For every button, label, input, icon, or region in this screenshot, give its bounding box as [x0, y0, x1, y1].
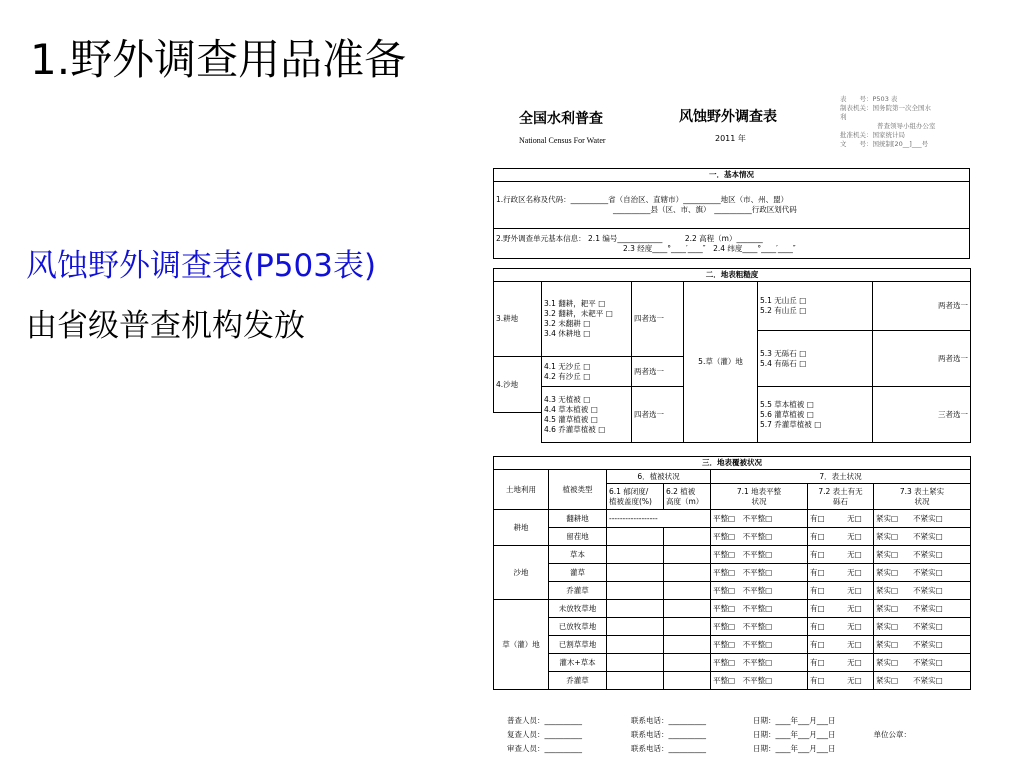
table-row: 灌草 平整□ 不平整□ 有□ 无□ 紧实□ 不紧实□ [494, 564, 971, 582]
table-row: 留茬地 平整□ 不平整□ 有□ 无□ 紧实□ 不紧实□ [494, 528, 971, 546]
admin-region-row: 1.行政区名称及代码：__________省（自治区、直辖市）__________地区（市、州、盟） __________县（区、市、旗） __________行政区划代码 [494, 182, 970, 229]
slide-title: 1.野外调查用品准备 [30, 35, 407, 84]
form-year: 2011 年 [715, 134, 746, 143]
table-row: 已放牧草地 平整□ 不平整□ 有□ 无□ 紧实□ 不紧实□ [494, 618, 971, 636]
table-row: 草（灌）地 未放牧草地 平整□ 不平整□ 有□ 无□ 紧实□ 不紧实□ [494, 600, 971, 618]
section-title: 一．基本情况 [494, 169, 970, 182]
cover-table: 三．地表覆被状况 土地利用 植被类型 6．植被状况 7．表土状况 6.1 郁闭度/ 植被盖度(%) 6.2 植被 高度（m） 7.1 地表平整 状况 7.2 表土有无 砾石 7.3 表土紧实 状况 耕地 翻耕地 ------------------ 平整□ 不平整□ 有□ 无□ 紧实□ 不紧实□ 留茬地 平整□ 不平整□ 有□ 无□ 紧实□ 不紧实□ 沙地 草本 平整□ 不平整□ 有□ 无□ 紧实□ 不紧实□ 灌草 平整□ 不平整□ 有□ 无□ 紧实□ 不紧实□ 乔灌草 平整□ 不平整□ 有□ 无□ 紧实□ 不紧实□ 草（灌）地 未放牧草地 平整□ 不平整□ 有□ 无□ 紧实□ 不紧实□ 已放牧草地 平整□ 不平整□ 有□ 无□ 紧实□ 不紧实□ 已割草草地 平整□ 不平整□ 有□ 无□ 紧实□ 不紧实□ 灌木+草本 平整□ 不平整□ 有□ 无□ 紧实□ 不紧实□ 乔灌草 平整□ 不平整□ 有□ 无□ 紧实□ 不紧实□ [493, 456, 971, 690]
form-org-english: National Census For Water [519, 136, 606, 145]
table-row: 乔灌草 平整□ 不平整□ 有□ 无□ 紧实□ 不紧实□ [494, 582, 971, 600]
roughness-table: 二．地表粗糙度 3.耕地 3.1 翻耕，耙平 □ 3.2 翻耕，未耙平 □ 3.2 未翻耕 □ 3.4 休耕地 □ 四者选一 5.草（灌）地 5.1 无山丘 □ 5.2 有山丘 □ 两者选一 5.3 无砾石 □ 5.4 有砾石 □ 两者选一 4.沙地 4.1 无沙丘 □ 4.2 有沙丘 □ 两者选一 4.3 无植被 □ 4.4 草本植被 □ 4.5 灌草植被 □ 4.6 乔灌草植被 □ 四者选一 5.5 草本植被 □ 5.6 灌草植被 □ 5.7 乔灌草植被 □ 三者选一 [493, 268, 971, 443]
form-title: 风蚀野外调查表 [679, 109, 777, 125]
form-org-name: 全国水利普查 [519, 111, 603, 127]
signature-block: 普查人员：__________ 联系电话：__________ 日期：____年___月___日 复查人员：__________ 联系电话：__________ 日期：____年___月___日 单位公章： 审查人员：__________ 联系电话：__________ 日期：____年___月___日 [507, 716, 911, 753]
table-row: 沙地 草本 平整□ 不平整□ 有□ 无□ 紧实□ 不紧实□ [494, 546, 971, 564]
table-row: 灌木+草本 平整□ 不平整□ 有□ 无□ 紧实□ 不紧实□ [494, 654, 971, 672]
issuer-text: 由省级普查机构发放 [26, 308, 305, 344]
table-row: 耕地 翻耕地 ------------------ 平整□ 不平整□ 有□ 无□ 紧实□ 不紧实□ [494, 510, 971, 528]
form-name-text: 风蚀野外调查表(P503表) [26, 248, 377, 284]
form-meta: 表 号：P503 表 制表机关：国务院第一次全国水 利 普查领导小组办公室 批准机关：国家统计局 文 号：国统制[20__]___号 [840, 95, 936, 148]
unit-info-row: 2.野外调查单元基本信息： 2.1 编号____________ 2.2 高程（m）_______ 2.3 经度____°____′____″ 2.4 纬度____°____′____″ [494, 229, 970, 259]
seal-label: 单位公章： [873, 730, 911, 739]
form-image [493, 92, 970, 762]
table-row: 已割草草地 平整□ 不平整□ 有□ 无□ 紧实□ 不紧实□ [494, 636, 971, 654]
table-row: 乔灌草 平整□ 不平整□ 有□ 无□ 紧实□ 不紧实□ [494, 672, 971, 690]
basic-info-table [493, 168, 970, 259]
